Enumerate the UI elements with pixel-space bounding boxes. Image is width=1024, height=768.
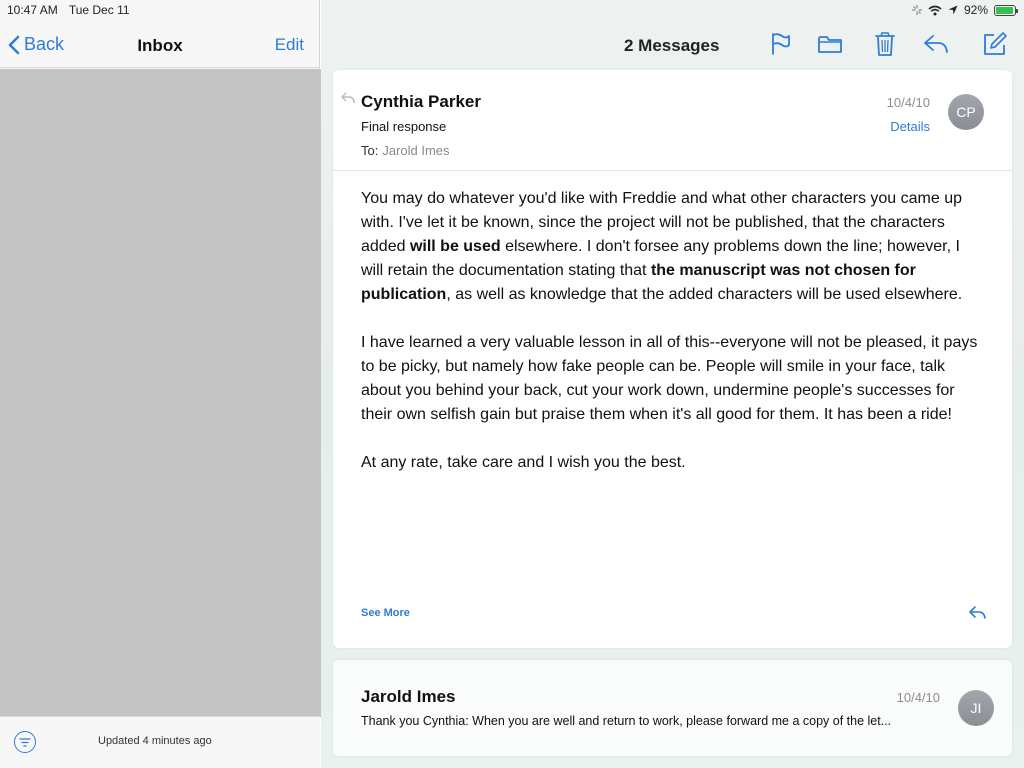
- back-button[interactable]: [8, 34, 64, 55]
- message-snippet: Thank you Cynthia: When you are well and return to work, please forward me a copy of the let...: [361, 714, 892, 728]
- redacted-message-list: [0, 69, 328, 717]
- replied-indicator-icon: [341, 92, 355, 104]
- conversation-view: [321, 0, 1024, 768]
- recipient-name[interactable]: Jarold Imes: [382, 143, 450, 158]
- sidebar-footer: [0, 716, 320, 768]
- header-divider: [333, 170, 1012, 171]
- body-paragraph: You may do whatever you'd like with Freddie and what other characters you came up with. I've let it be known, since the project will not be published, that the characters added will be used elsewhere. I don't forsee any problems down the line; however, I will retain the documentation stating that the manuscript was not chosen for publication, as well as knowledge that the added characters will be used elsewhere.: [361, 190, 963, 303]
- filter-button[interactable]: [14, 731, 36, 753]
- battery-fill: [996, 7, 1013, 14]
- folder-icon[interactable]: [817, 31, 843, 57]
- message-toolbar: [321, 20, 1024, 70]
- recipient-line: [361, 143, 450, 158]
- inbox-title: Inbox: [137, 36, 183, 55]
- to-label: To:: [361, 143, 379, 158]
- flag-icon[interactable]: [767, 31, 793, 57]
- mailbox-sidebar: [0, 0, 320, 768]
- battery-percent: 92%: [963, 3, 988, 17]
- compose-icon[interactable]: [982, 31, 1008, 57]
- message-body: [361, 187, 986, 499]
- message-card-collapsed[interactable]: [333, 660, 1012, 756]
- details-link[interactable]: Details: [890, 119, 930, 134]
- status-left: [7, 3, 138, 17]
- message-subject: Final response: [361, 119, 447, 134]
- body-paragraph: At any rate, take care and I wish you the best.: [361, 454, 686, 471]
- location-arrow-icon: [948, 5, 958, 15]
- activity-spinner-icon: [912, 5, 922, 15]
- edit-button[interactable]: Edit: [274, 35, 304, 54]
- reply-icon[interactable]: [968, 605, 986, 619]
- back-label: Back: [24, 34, 65, 54]
- wifi-icon: [928, 5, 942, 16]
- sidebar-nav-bar: [0, 20, 320, 68]
- reply-icon[interactable]: [923, 31, 949, 57]
- message-date: 10/4/10: [896, 690, 940, 705]
- status-date: Tue Dec 11: [68, 3, 130, 17]
- body-paragraph: I have learned a very valuable lesson in all of this--everyone will not be pleased, it pays to be picky, but namely how fake people can be. People will smile in your face, talk about you behind your back, cut your work down, undermine people's successes for their own selfish gain but praise them when it's all good for them. It has been a ride!: [361, 334, 978, 423]
- avatar[interactable]: JI: [958, 690, 994, 726]
- status-right: [912, 3, 1016, 17]
- message-date: 10/4/10: [886, 95, 930, 110]
- trash-icon[interactable]: [872, 31, 898, 57]
- chevron-left-icon: [8, 35, 20, 55]
- message-card-expanded: [333, 70, 1012, 648]
- message-sender: Cynthia Parker: [361, 92, 481, 111]
- avatar[interactable]: CP: [948, 94, 984, 130]
- filter-icon: [19, 738, 31, 747]
- battery-icon: [994, 5, 1016, 16]
- status-bar: [0, 0, 1024, 20]
- see-more-link[interactable]: See More: [361, 607, 410, 619]
- status-time: 10:47 AM: [7, 3, 58, 17]
- toolbar-title: 2 Messages: [624, 36, 720, 55]
- updated-status: Updated 4 minutes ago: [98, 735, 212, 747]
- message-sender: Jarold Imes: [361, 687, 456, 706]
